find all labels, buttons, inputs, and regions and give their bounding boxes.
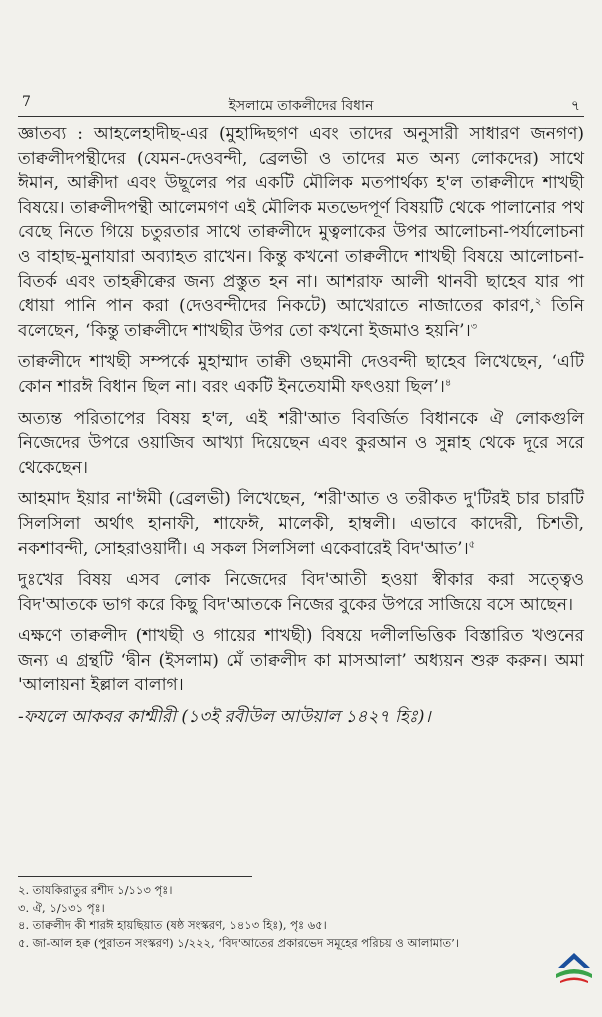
footnote-ref-4: ৪ <box>444 377 452 389</box>
footnote-divider <box>18 876 252 877</box>
footnote-item: ৫. জা-আল হক্ব (পুরাতন সংস্করণ) ১/২২২, ‘বিদ'আতের প্রকারভেদ সমূহের পরিচয় ও আলামাত’। <box>18 935 459 950</box>
page-header <box>18 92 584 117</box>
footnote-item: ৩. ঐ, ১/১৩১ পৃঃ। <box>18 900 105 915</box>
footnote-ref-5: ৫ <box>468 538 476 550</box>
footnote-ref-2: ২ <box>534 296 542 308</box>
footnote-item: ২. তাযকিরাতুর রশীদ ১/১১৩ পৃঃ। <box>18 883 173 897</box>
page-number-left: 7 <box>22 94 31 110</box>
footnote-item: ৪. তাক্বলীদ কী শারঈ হায়ছিয়াত (ষষ্ঠ সংস্করণ, ১৪১৩ হিঃ), পৃঃ ৬৫। <box>18 918 327 933</box>
page-number-right: ৭ <box>570 98 580 114</box>
paragraph-6: এক্ষণে তাক্বলীদ (শাখছী ও গায়ের শাখছী) বিষয়ে দলীলভিত্তিক বিস্তারিত খণ্ডনের জন্য এ গ্রন্থটি ‘দ্বীন (ইসলাম) মেঁ তাক্বলীদ কা মাসআলা’ অধ্যয়ন শুরু করুন। অমা 'আলায়না ইল্লাল বালাগ। <box>18 626 584 696</box>
paragraph-2: তাক্বলীদে শাখছী সম্পর্কে মুহাম্মাদ তাক্বী ওছমানী দেওবন্দী ছাহেব লিখেছেন, ‘এটি কোন শারঈ বিধান ছিল না। বরং একটি ইনতেযামী ফৎওয়া ছিল’।$^৪$ <box>18 352 584 397</box>
paragraph-4: আহমাদ ইয়ার না'ঈমী (ব্রেলভী) লিখেছেন, ‘শরী'আত ও তরীকত দু'টিরই চার চারটি সিলসিলা অর্থাৎ হানাফী, শাফেঈ, মালেকী, হাম্বলী। এভাবে কাদেরী, চিশতী, নকশাবন্দী, সোহরাওয়ার্দী। এ সকল সিলসিলা একেবারেই বিদ'আত’।$^৫$ <box>18 489 584 559</box>
paragraph-1: জ্ঞাতব্য : আহলেহাদীছ-এর (মুহাদ্দিছগণ এবং তাদের অনুসারী সাধারণ জনগণ) তাক্বলীদপন্থীদের (যেমন-দেওবন্দী, ব্রেলভী ও তাদের মত অন্য লোকদের) সাথে ঈমান, আক্বীদা এবং উছূলের পর একটি মৌলিক মতপার্থক্য হ'ল তাক্বলীদে শাখছী বিষয়ে। তাক্বলীদপন্থী আলেমগণ এই মৌলিক মতভেদপূর্ণ বিষয়টি থেকে পালানোর পথ বেছে নিতে গিয়ে চতুরতার সাথে তাক্বলীদে মুত্বলাকের উপর আলোচনা-পর্যালোচনা ও বাহাছ-মুনাযারা অব্যাহত রাখেন। কিন্তু কখনো তাক্বলীদে শাখছী বিষয়ে আলোচনা-বিতর্ক এবং তাহক্বীক্বের জন্য প্রস্তুত হন না। আশরাফ আলী থানবী ছাহেব যার পা ধোয়া পানি পান করা (দেওবন্দীদের নিকটে) আখেরাতে নাজাতের কারণ,$^২$ তিনি বলেছেন, ‘কিন্তু তাক্বলীদে শাখছীর উপর তো কখনো ইজমাও হয়নি’।$^৩$ <box>18 124 584 341</box>
publisher-logo-icon <box>552 950 596 986</box>
paragraph-5: দুঃখের বিষয় এসব লোক নিজেদের বিদ'আতী হওয়া স্বীকার করা সত্ত্বেও বিদ'আতকে ভাগ করে কিছু বিদ'আতকে নিজের বুকের উপরে সাজিয়ে বসে আছেন। <box>18 570 584 615</box>
footnote-ref-3: ৩ <box>470 321 478 333</box>
footnotes <box>18 882 584 952</box>
body-text <box>18 122 584 737</box>
author-signature: -ফযলে আকবর কাশ্মীরী (১৩ই রবীউল আউয়াল ১৪২৭ হিঃ)। <box>18 707 431 728</box>
running-title: ইসলামে তাকলীদের বিধান <box>228 98 374 114</box>
paragraph-3: অত্যন্ত পরিতাপের বিষয় হ'ল, এই শরী'আত বিবর্জিত বিধানকে ঐ লোকগুলি নিজেদের উপরে ওয়াজিব আখ্যা দিয়েছেন এবং কুরআন ও সুন্নাহ থেকে দূরে সরে থেকেছেন। <box>18 408 584 478</box>
